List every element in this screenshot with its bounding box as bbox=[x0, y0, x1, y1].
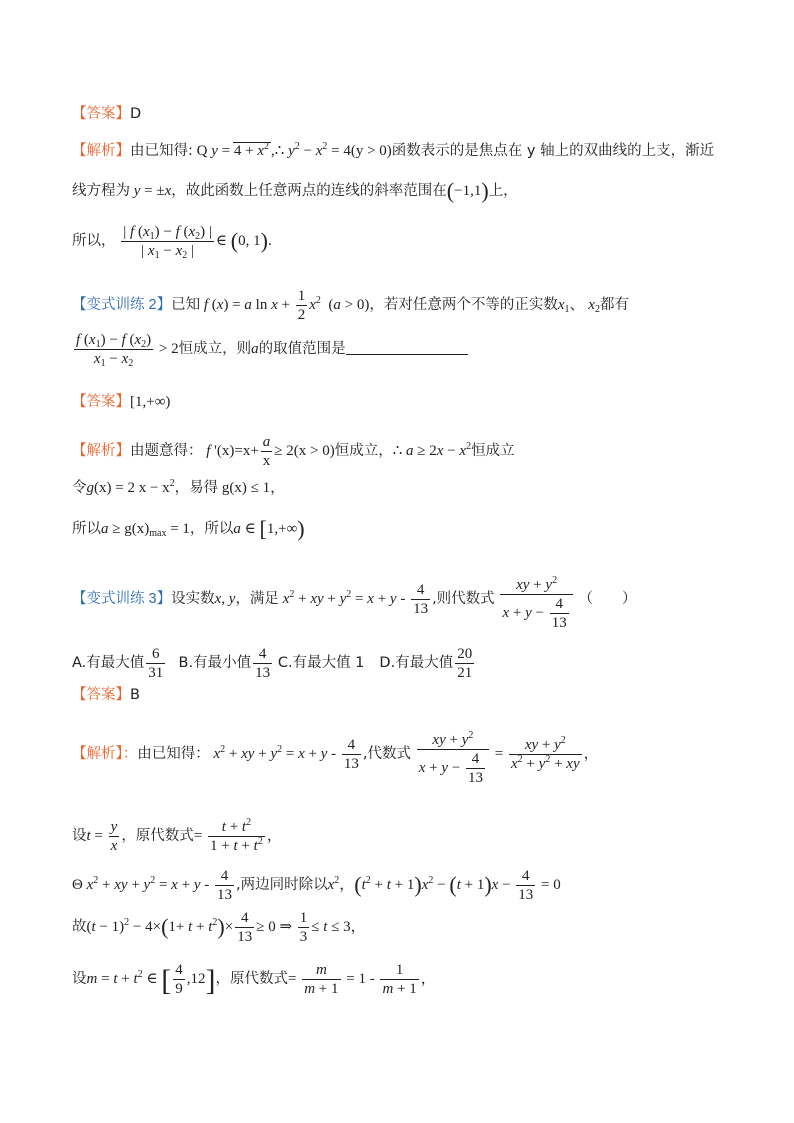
q3-analysis-line1: 【解析】：由已知得： $x^2$ + xy + $y^2 = x + y$ - $\frac{4}{13}$ ,代数式 xy + $y^2$ x + y − $\frac{4}{13}$ = $\frac{xy + y^2}{x^2 + y^2 + xy}$ ， bbox=[72, 730, 599, 786]
option-a: A.有最大值 bbox=[72, 654, 145, 671]
variant3-stem: 【变式训练 3】设实数x, y，满足 $x^2$ + xy + $y^2 = x + y$ - $\frac{4}{13}$ ,则代数式 xy + $y^2$ x + y − $\frac{4}{13}$ （ ） bbox=[72, 575, 637, 631]
q1-analysis-line1: 【解析】由已知得: Q $y = 4 + x^2$ ,∴ $y^2 - x^2 = 4(y > 0)$函数表示的是焦点在 y 轴上的双曲线的上支，渐近 bbox=[72, 141, 715, 159]
q1-answer-line bbox=[72, 104, 141, 124]
q3-analysis-divide: Θ $x^2$ + xy + $y^2 = x + y$ - $\frac{4}{13}$ ,两边同时除以$x^2$，$(t^2 + t + 1)x^2 - (t + 1)x$ − $\frac{4}{13}$ = 0 bbox=[72, 868, 561, 903]
q1-analysis-line2: 线方程为 y = ±x，故此函数上任意两点的连线的斜率范围在(−1,1)上， bbox=[72, 178, 518, 203]
q3-answer-line: 【答案】B bbox=[72, 687, 140, 703]
answer-label: 【答案】 bbox=[72, 106, 130, 122]
variant2-stem-line2: $\frac{f (x_1) - f (x_2)}{x_1 - x_2}$ > 2恒成立，则a的取值范围是 bbox=[72, 331, 468, 368]
analysis-label: 【解析】 bbox=[72, 143, 130, 159]
q3-analysis-set-t: 设t = $\frac{y}{x}$ ，原代数式= $\frac{t + t^2}{1 + t + t^2}$ ， bbox=[72, 817, 282, 854]
q2-analysis-line3: 所以$a \ge g(x)_{max} = 1$，所以a ∈ [1,+∞) bbox=[72, 516, 305, 541]
option-b: B.有最小值 bbox=[178, 654, 252, 671]
q3-answer-value: B bbox=[130, 687, 140, 703]
q1-analysis-line3: 所以， $\frac{| f (x_1) - f (x_2) |}{| x_1 - x_2 |}$ ∈ (0, 1). bbox=[72, 224, 272, 261]
q2-answer-value: [1,+∞) bbox=[130, 394, 171, 410]
answer-blank bbox=[346, 340, 468, 355]
q1-slope-fraction: $\frac{| f (x_1) - f (x_2) |}{| x_1 - x_2 |}$ bbox=[123, 224, 212, 261]
q2-analysis-line1: 【解析】由题意得： f '(x)=x+ $\frac{a}{x}$ ≥ 2(x > 0)恒成立，∴ $a \ge 2x - x^2$恒成立 bbox=[72, 434, 515, 469]
variant3-label: 【变式训练 3】 bbox=[72, 590, 172, 607]
variant2-stem-line1: 【变式训练 2】已知 f (x) = a ln x + $\frac{1}{2}$ $x^2$ (a > 0)，若对任意两个不等的正实数$x_1$、 $x_2$都有 bbox=[72, 288, 629, 323]
q3-analysis-therefore: 故$(t - 1)^2 - 4\times(1+ t + t^2)\times$ $\frac{4}{13}$ ≥ 0 ⇒ $\frac{1}{3}$ ≤ t ≤ 3， bbox=[72, 910, 366, 945]
q1-formula-y: Q $y = 4 + x^2$ ,∴ $y^2 - x^2 = 4(y > 0)$ bbox=[196, 141, 392, 159]
q2-answer-line: 【答案】[1,+∞) bbox=[72, 394, 171, 410]
option-c: C.有最大值 1 bbox=[277, 654, 365, 671]
variant2-label: 【变式训练 2】 bbox=[72, 296, 172, 313]
q2-analysis-line2: 令g(x) = 2 $x - x^2$，易得 g(x) ≤ 1， bbox=[72, 478, 286, 496]
q3-analysis-set-m: 设$m = t + t^2$ ∈ [ $\frac{4}{9}$ ,12]，原代数式= $\frac{m}{m + 1}$ = 1 - $\frac{1}{m + 1}$ ， bbox=[72, 962, 436, 997]
q1-answer-value: D bbox=[130, 106, 142, 122]
option-d: D.有最大值 bbox=[379, 654, 454, 671]
variant3-options: A.有最大值 $\frac{6}{31}$ B.有最小值 $\frac{4}{13}$ C.有最大值 1 D.有最大值 $\frac{20}{21}$ bbox=[72, 646, 473, 681]
